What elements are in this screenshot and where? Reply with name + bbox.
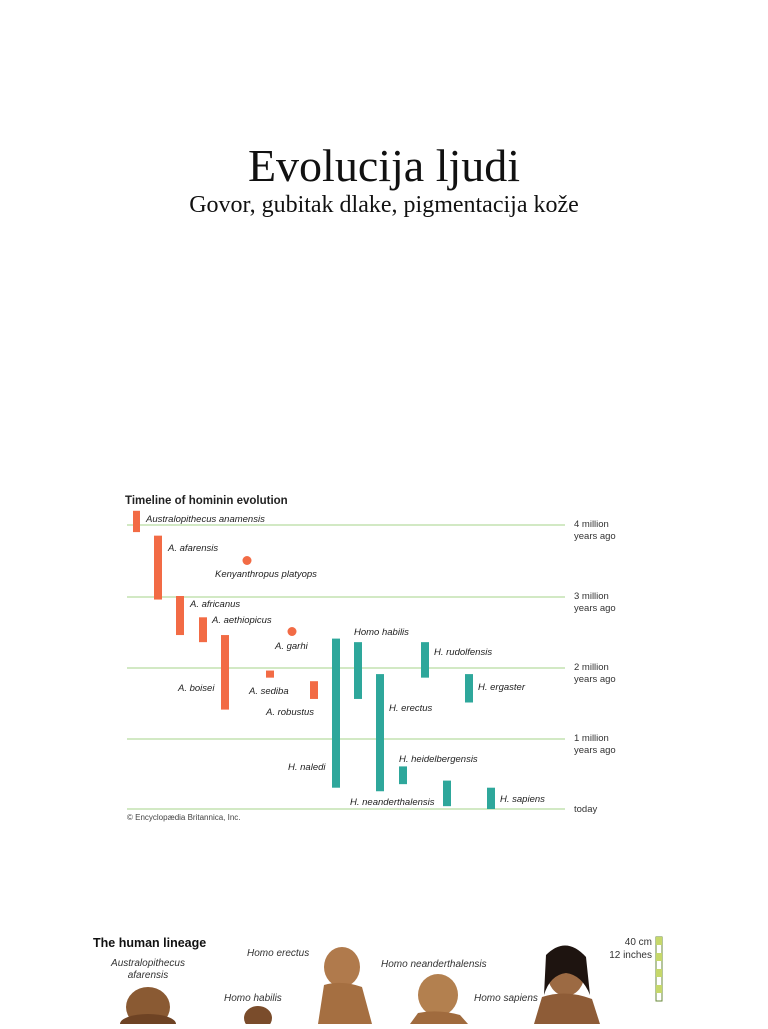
species-bar-homo-habilis (354, 642, 362, 699)
lineage-label-homo-erectus: Homo erectus (247, 948, 310, 959)
species-bar-a-afarensis (154, 536, 162, 600)
lineage-label-australopithecus: Australopithecus (111, 958, 185, 969)
species-label-h-sapiens: H. sapiens (500, 794, 545, 805)
species-dot-kenyanthropus-platyops (243, 556, 252, 565)
scale-label-inches: 12 inches (609, 950, 652, 961)
scale-label-cm: 40 cm (624, 937, 652, 948)
species-bar-h-erectus (376, 674, 384, 791)
hominin-timeline-figure (0, 480, 768, 830)
time-label-today: today (574, 804, 598, 815)
species-label-a-boisei: A. boisei (178, 683, 215, 694)
species-bar-h-neanderthalensis (443, 781, 451, 807)
species-label-h-heidelbergensis: H. heidelbergensis (399, 754, 478, 765)
time-label-4mya-line2: years ago (574, 531, 616, 542)
time-label-1mya-line2: years ago (574, 745, 616, 756)
species-label-a-africanus: A. africanus (190, 599, 241, 610)
time-label-2mya-line1: 2 million (574, 662, 609, 673)
species-label-a-sediba: A. sediba (249, 686, 289, 697)
species-label-h-erectus: H. erectus (389, 703, 433, 714)
species-bar-a-robustus (310, 681, 318, 699)
species-label-kenyanthropus-platyops: Kenyanthropus platyops (215, 569, 317, 580)
species-bar-a-sediba (266, 671, 274, 678)
species-label-a-aethiopicus: A. aethiopicus (212, 615, 272, 626)
slide-subtitle: Govor, gubitak dlake, pigmentacija kože (189, 192, 579, 218)
time-label-2mya-line2: years ago (574, 674, 616, 685)
species-label-h-rudolfensis: H. rudolfensis (434, 647, 493, 658)
species-label-homo-habilis: Homo habilis (354, 627, 409, 638)
hominin-figure-homo-habilis (244, 1006, 272, 1024)
species-label-h-ergaster: H. ergaster (478, 682, 525, 693)
time-label-3mya-line1: 3 million (574, 591, 609, 602)
species-bar-h-naledi (332, 639, 340, 788)
lineage-heading: The human lineage (93, 936, 207, 950)
human-lineage-illustration (0, 925, 768, 1024)
hominin-figure-australopithecus (120, 987, 176, 1024)
hominin-figure-homo-neanderthalensis (410, 974, 468, 1024)
species-label-h-naledi: H. naledi (288, 762, 326, 773)
lineage-label-homo-neanderthalensis: Homo neanderthalensis (381, 959, 487, 970)
species-bar-h-sapiens (487, 788, 495, 809)
species-label-a-robustus: A. robustus (266, 707, 315, 718)
time-label-1mya-line1: 1 million (574, 733, 609, 744)
species-label-a-garhi: A. garhi (275, 641, 308, 652)
hominin-timeline-svg (0, 480, 768, 830)
species-bar-h-ergaster (465, 674, 473, 702)
human-lineage-svg (0, 925, 768, 1024)
lineage-label-afarensis: afarensis (127, 970, 169, 981)
time-label-4mya-line1: 4 million (574, 519, 609, 530)
species-bar-a-aethiopicus (199, 617, 207, 642)
hominin-figure-homo-erectus (318, 947, 372, 1024)
species-dot-a-garhi (288, 627, 297, 636)
lineage-label-homo-habilis: Homo habilis (224, 993, 282, 1004)
species-label-h-neanderthalensis: H. neanderthalensis (350, 797, 435, 808)
hominin-figure-homo-sapiens (534, 945, 600, 1024)
time-label-3mya-line2: years ago (574, 603, 616, 614)
species-bar-h-rudolfensis (421, 642, 429, 678)
timeline-copyright: © Encyclopædia Britannica, Inc. (127, 813, 241, 822)
species-bar-australopithecus-anamensis (133, 511, 140, 532)
species-bar-a-boisei (221, 635, 229, 710)
scale-bar (656, 937, 662, 1001)
species-label-australopithecus-anamensis: Australopithecus anamensis (146, 514, 265, 525)
timeline-heading: Timeline of hominin evolution (125, 495, 288, 507)
species-bar-a-africanus (176, 596, 184, 635)
slide-title: Evolucija ljudi (247, 140, 521, 191)
lineage-label-homo-sapiens: Homo sapiens (474, 993, 538, 1004)
species-bar-h-heidelbergensis (399, 766, 407, 784)
species-label-a-afarensis: A. afarensis (168, 543, 219, 554)
